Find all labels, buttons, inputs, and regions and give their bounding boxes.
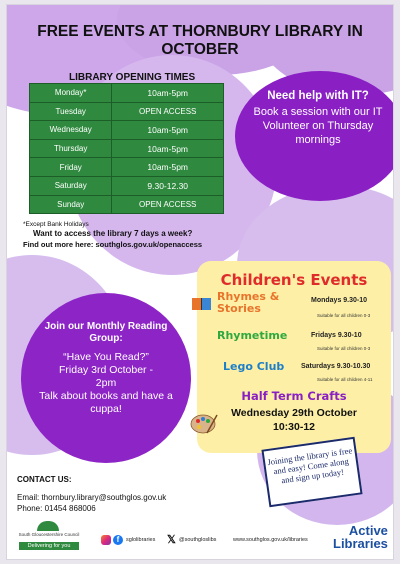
join-library-note: Joining the library is free and easy! Come along and sign up today! — [261, 437, 362, 508]
it-help-heading: Need help with IT? — [267, 90, 369, 102]
facebook-icon[interactable]: f — [113, 535, 123, 545]
table-row — [30, 84, 224, 103]
event-time-lego: Saturdays 9.30-10.30 — [301, 363, 371, 370]
day-cell: Thursday — [30, 139, 112, 158]
day-cell: Wednesday — [30, 121, 112, 140]
x-icon[interactable]: 𝕏 — [167, 534, 176, 546]
brand-line-1: Active — [348, 523, 388, 538]
paint-palette-icon — [189, 411, 219, 435]
it-help-body: Book a session with our IT Volunteer on Thursday mornings — [253, 106, 383, 146]
hours-cell: 10am-5pm — [112, 139, 224, 158]
contact-email: Email: thornbury.library@southglos.gov.uk — [17, 493, 167, 502]
reading-group-circle — [21, 293, 191, 463]
council-logo-mark — [37, 521, 59, 531]
bank-holiday-note: *Except Bank Holidays — [23, 221, 89, 228]
day-cell: Monday* — [30, 84, 112, 103]
social-handle-1: sglolibraries — [126, 537, 156, 543]
hours-cell: OPEN ACCESS — [112, 195, 224, 214]
event-name-rhymetime: Rhymetime — [217, 329, 288, 342]
social-handle-2: @southgloslibs — [179, 537, 217, 543]
council-name: South Gloucestershire Council — [18, 532, 80, 537]
half-term-title: Half Term Crafts — [241, 389, 347, 403]
rhymes-icon — [191, 295, 213, 311]
brand-line-2: Libraries — [333, 536, 388, 551]
it-help-circle — [235, 71, 394, 201]
event-note-rhymes: Suitable for all children 0-3 — [317, 313, 371, 318]
website-link[interactable]: www.southglos.gov.uk/libraries — [233, 537, 308, 543]
day-cell: Tuesday — [30, 102, 112, 121]
opening-times-heading: LIBRARY OPENING TIMES — [69, 72, 196, 83]
event-time-rhymes: Mondays 9.30-10 — [311, 297, 368, 304]
hours-cell: 9.30-12.30 — [112, 176, 224, 195]
council-tagline: Delivering for you — [19, 542, 79, 550]
table-row — [30, 139, 224, 158]
reading-group-heading: Join our Monthly Reading Group: — [44, 321, 168, 344]
opening-times-table — [29, 83, 224, 214]
contact-phone: Phone: 01454 868006 — [17, 504, 96, 513]
day-cell: Sunday — [30, 195, 112, 214]
half-term-date: Wednesday 29th October — [231, 407, 357, 419]
childrens-events-box — [197, 261, 391, 453]
event-time-rhymetime: Fridays 9.30-10 — [311, 332, 362, 339]
day-cell: Saturday — [30, 176, 112, 195]
event-name-rhymes: Rhymes & Stories — [217, 290, 280, 315]
hours-cell: OPEN ACCESS — [112, 102, 224, 121]
table-row — [30, 176, 224, 195]
active-libraries-logo — [333, 524, 388, 551]
council-logo — [13, 521, 85, 555]
event-note-rhymetime: Suitable for all children 0-3 — [317, 346, 371, 351]
contact-heading: CONTACT US: — [17, 475, 72, 484]
open-access-link: Find out more here: southglos.gov.uk/openaccess — [23, 240, 203, 249]
poster — [6, 4, 394, 560]
hours-cell: 10am-5pm — [112, 158, 224, 177]
event-name-lego: Lego Club — [223, 360, 285, 373]
table-row — [30, 121, 224, 140]
event-note-lego: Suitable for all children 4-11 — [317, 377, 373, 382]
hours-cell: 10am-5pm — [112, 84, 224, 103]
hours-cell: 10am-5pm — [112, 121, 224, 140]
reading-group-date: Friday 3rd October - — [59, 364, 153, 376]
reading-group-desc: Talk about books and have a cuppa! — [39, 390, 173, 415]
day-cell: Friday — [30, 158, 112, 177]
table-row — [30, 195, 224, 214]
reading-group-book: “Have You Read?” — [63, 351, 149, 363]
open-access-question: Want to access the library 7 days a week? — [33, 229, 193, 238]
reading-group-time: 2pm — [95, 377, 117, 389]
page-title: FREE EVENTS AT THORNBURY LIBRARY IN OCTOBER — [37, 23, 363, 58]
instagram-icon[interactable] — [101, 535, 111, 545]
table-row — [30, 102, 224, 121]
half-term-time: 10:30-12 — [272, 421, 316, 433]
childrens-events-heading: Children's Events — [220, 271, 368, 289]
table-row — [30, 158, 224, 177]
